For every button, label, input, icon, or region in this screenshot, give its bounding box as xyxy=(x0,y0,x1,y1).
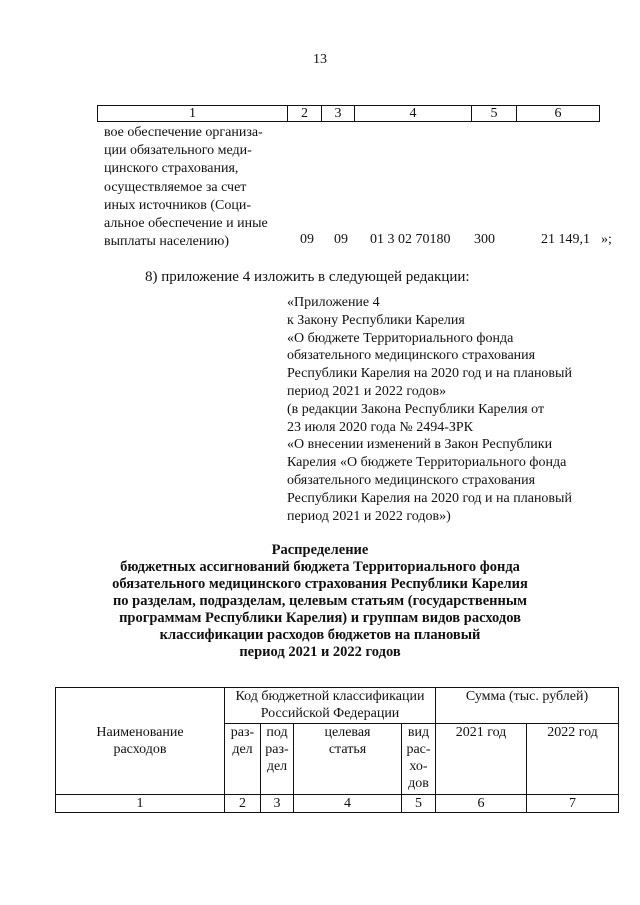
annex-block xyxy=(287,294,617,525)
text-line: ции обязательного меди- xyxy=(104,143,252,159)
number-cell: 3 xyxy=(261,795,294,813)
number-cell: 4 xyxy=(294,795,402,813)
annex-line: «О бюджете Территориального фонда xyxy=(287,330,514,346)
annex-line: обязательного медицинского страхования xyxy=(287,348,536,364)
vid-rashodov-value: 300 xyxy=(474,232,495,247)
header-line: Российской Федерации xyxy=(260,706,400,721)
annex-line: период 2021 и 2022 годов» xyxy=(287,383,447,399)
heading-line: период 2021 и 2022 годов xyxy=(239,644,401,660)
table-row xyxy=(98,106,600,122)
header-cell-3: 3 xyxy=(322,106,355,122)
header-line: статья xyxy=(328,742,367,757)
continuation-table-header xyxy=(97,105,600,122)
celevaya-statya-header xyxy=(294,724,402,795)
header-line: целевая xyxy=(324,725,371,740)
table-row xyxy=(56,688,619,724)
heading-line: обязательного медицинского страхования Республики Карелия xyxy=(112,576,528,592)
annex-line: Республики Карелия на 2020 год и на плановый xyxy=(287,490,572,506)
header-line: дов xyxy=(408,776,429,791)
podrazdel-value: 09 xyxy=(334,232,348,247)
heading-line: классификации расходов бюджетов на плановый xyxy=(159,627,481,643)
continuation-row-name xyxy=(104,124,289,251)
instruction-text: 8) приложение 4 изложить в следующей редакции: xyxy=(145,269,470,285)
header-line: раз- xyxy=(265,742,289,757)
heading-line: бюджетных ассигнований бюджета Территориального фонда xyxy=(120,559,520,575)
header-line: дел xyxy=(232,742,253,757)
header-line: вид xyxy=(407,725,430,740)
header-cell-5: 5 xyxy=(472,106,517,122)
heading-line: программам Республики Карелия) и группам видов расходов xyxy=(119,610,521,626)
text-line: выплаты населению) xyxy=(104,234,229,250)
annex-line: обязательного медицинского страхования xyxy=(287,472,536,488)
header-line: дел xyxy=(266,759,288,774)
code-group-header xyxy=(225,688,436,724)
annex-line: к Закону Республики Карелия xyxy=(287,312,465,328)
header-line: под xyxy=(266,725,288,740)
header-line: расходов xyxy=(113,742,167,757)
summa-value: 21 149,1 xyxy=(541,232,590,247)
text-line: цинского страхования, xyxy=(104,161,239,177)
annex-line: «Приложение 4 xyxy=(287,295,380,310)
annex-line: Карелия «О бюджете Территориального фонда xyxy=(287,455,567,471)
header-cell-6: 6 xyxy=(517,106,600,122)
sum-group-header: Сумма (тыс. рублей) xyxy=(436,688,619,724)
text-line: альное обеспечение и иные xyxy=(104,216,268,232)
header-line: рас- xyxy=(406,742,431,757)
year-2022-header: 2022 год xyxy=(527,724,619,795)
distribution-table xyxy=(55,687,619,813)
number-cell: 5 xyxy=(402,795,436,813)
text-line: осуществляемое за счет xyxy=(104,179,247,195)
page-number: 13 xyxy=(313,52,327,67)
annex-line: Республики Карелия на 2020 год и на плановый xyxy=(287,366,572,382)
number-cell: 6 xyxy=(436,795,527,813)
header-line: хо- xyxy=(409,759,428,774)
row-tail: »; xyxy=(601,232,612,247)
header-line: Код бюджетной классификации xyxy=(235,689,425,704)
heading-line: по разделам, подразделам, целевым статьям (государственным xyxy=(112,593,528,609)
celevaya-statya-value: 01 3 02 70180 xyxy=(370,232,451,247)
name-header xyxy=(56,688,225,795)
annex-line: период 2021 и 2022 годов») xyxy=(287,508,451,524)
podrazdel-header xyxy=(261,724,294,795)
header-cell-2: 2 xyxy=(288,106,322,122)
header-cell-4: 4 xyxy=(355,106,472,122)
heading-line: Распределение xyxy=(271,542,369,558)
razdel-value: 09 xyxy=(300,232,314,247)
number-cell: 7 xyxy=(527,795,619,813)
number-cell: 1 xyxy=(56,795,225,813)
header-line: Наименование xyxy=(96,725,184,740)
annex-line: 23 июля 2020 года № 2494-ЗРК xyxy=(287,419,474,435)
section-heading xyxy=(0,542,640,661)
header-cell-1: 1 xyxy=(98,106,288,122)
table-row xyxy=(56,795,619,813)
header-line: раз- xyxy=(230,725,255,740)
annex-line: (в редакции Закона Республики Карелия от xyxy=(287,401,545,417)
text-line: вое обеспечение организа- xyxy=(104,125,263,140)
number-cell: 2 xyxy=(225,795,261,813)
razdel-header xyxy=(225,724,261,795)
text-line: иных источников (Соци- xyxy=(104,197,252,213)
vid-rashodov-header xyxy=(402,724,436,795)
year-2021-header: 2021 год xyxy=(436,724,527,795)
annex-line: «О внесении изменений в Закон Республики xyxy=(287,437,553,453)
